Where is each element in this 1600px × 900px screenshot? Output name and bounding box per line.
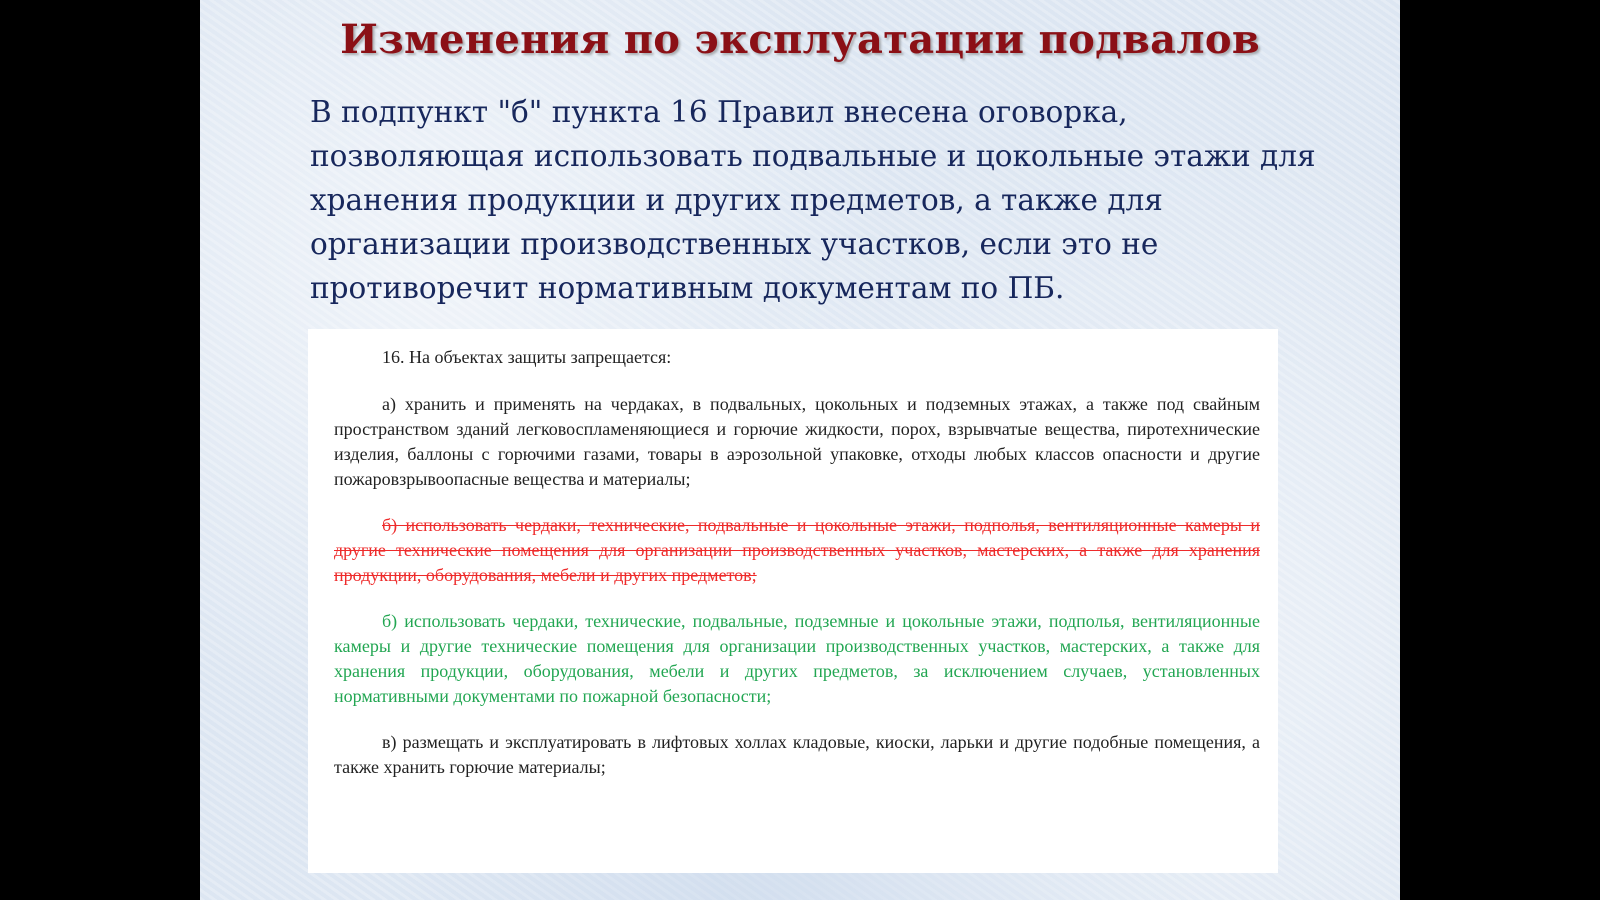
doc-item-b-deleted: б) использовать чердаки, технические, подвальные и цокольные этажи, подполья, вентиляционные камеры и другие технические помещения для организации производственных участков, мастерских, а также для хранения продукции, оборудования, мебели и других предметов; [334,515,1260,585]
doc-item-v: в) размещать и эксплуатировать в лифтовых холлах кладовые, киоски, ларьки и другие подобные помещения, а также хранить горючие материалы; [334,732,1260,777]
doc-item-a: а) хранить и применять на чердаках, в подвальных, цокольных и подземных этажах, а также под свайным пространством зданий легковоспламеняющиеся и горючие жидкости, порох, взрывчатые вещества, пиротехнические изделия, баллоны с горючими газами, товары в аэрозольной упаковке, отходы любых классов опасности и другие пожаровзрывоопасные вещества и материалы; [334,394,1260,489]
intro-paragraph: В подпункт "б" пункта 16 Правил внесена оговорка, позволяющая использовать подвальные и цокольные этажи для хранения продукции и других предметов, а также для организации производственных участков, если это не противоречит нормативным документам по ПБ. [310,95,1316,305]
document-excerpt [308,329,1278,873]
slide-title: Изменения по эксплуатации подвалов [340,16,1260,63]
slide [200,0,1400,900]
doc-item-b-new: б) использовать чердаки, технические, подвальные, подземные и цокольные этажи, подполья, вентиляционные камеры и другие технические помещения для организации производственных участков, мастерских, а также для хранения продукции, оборудования, мебели и других предметов, за исключением случаев, установленных нормативными документами по пожарной безопасности; [334,611,1260,706]
doc-heading: 16. На объектах защиты запрещается: [382,347,672,367]
